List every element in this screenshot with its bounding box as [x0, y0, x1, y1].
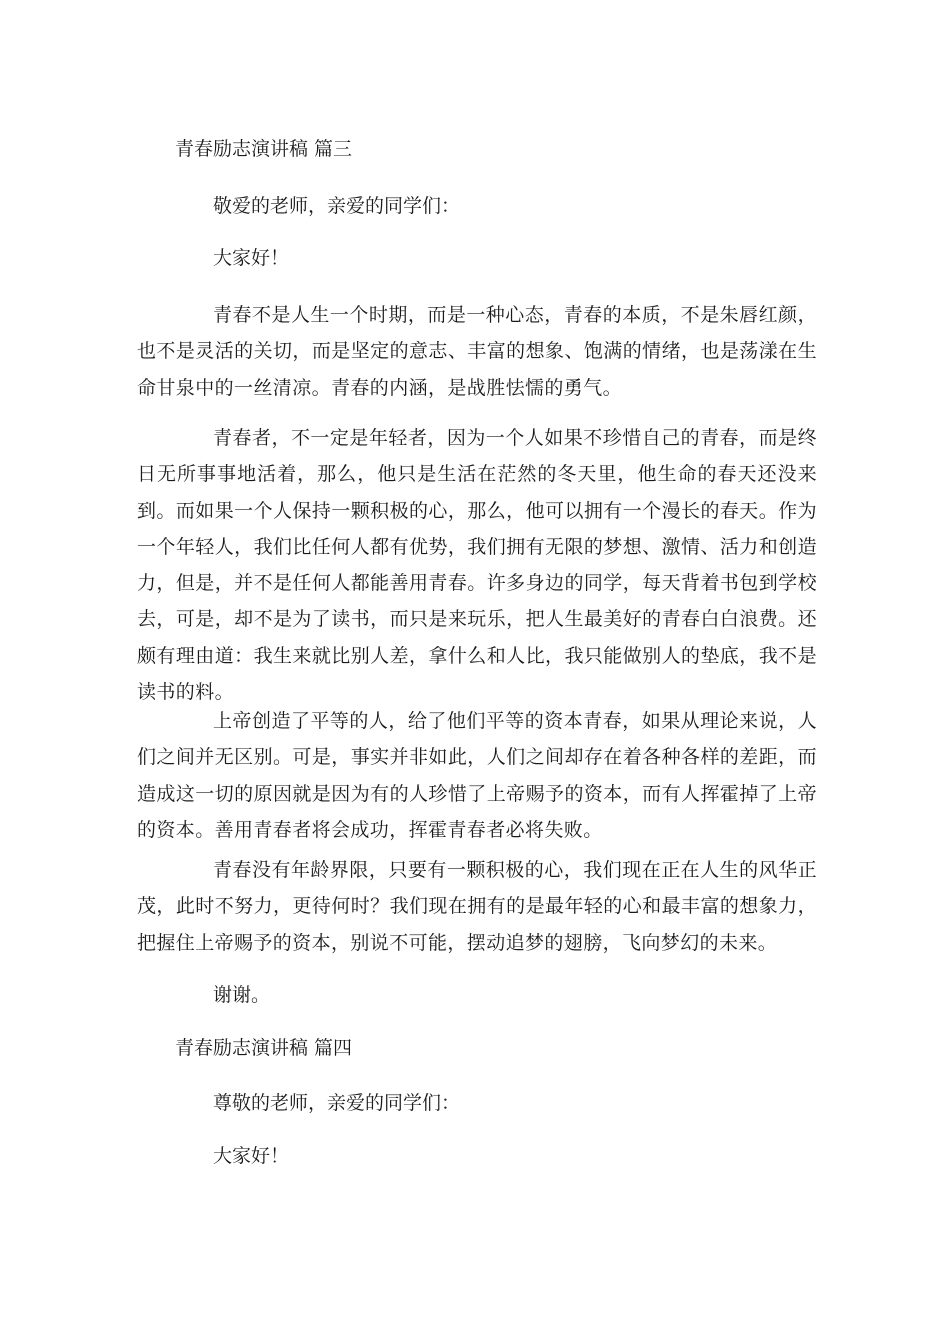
closing-text: 谢谢。: [213, 984, 271, 1006]
greeting: 大家好！: [213, 1145, 290, 1167]
salutation: 敬爱的老师，亲爱的同学们：: [213, 195, 461, 217]
section-title: 青春励志演讲稿 篇三: [175, 138, 353, 160]
section-title: 青春励志演讲稿 篇四: [175, 1037, 353, 1059]
paragraph: 青春者，不一定是年轻者，因为一个人如果不珍惜自己的青春，而是终日无所事事地活着，那么，他只是生活在茫然的冬天里，他生命的春天还没来到。而如果一个人保持一颗积极的心，那么，他可以拥有一个漫长的春天。作为一个年轻人，我们比任何人都有优势，我们拥有无限的梦想、激情、活力和创造力，但是，并不是任何人都能善用青春。许多身边的同学，每天背着书包到学校去，可是，却不是为了读书，而只是来玩乐，把人生最美好的青春白白浪费。还颇有理由道：我生来就比别人差，拿什么和人比，我只能做别人的垫底，我不是读书的料。: [137, 427, 817, 704]
greeting: 大家好！: [213, 247, 290, 269]
paragraph: 上帝创造了平等的人，给了他们平等的资本青春，如果从理论来说，人们之间并无区别。可是，事实并非如此，人们之间却存在着各种各样的差距，而造成这一切的原因就是因为有的人珍惜了上帝赐予的资本，而有人挥霍掉了上帝的资本。善用青春者将会成功，挥霍青春者必将失败。: [137, 710, 817, 841]
paragraph: 青春没有年龄界限，只要有一颗积极的心，我们现在正在人生的风华正茂，此时不努力，更待何时？我们现在拥有的是最年轻的心和最丰富的想象力，把握住上帝赐予的资本，别说不可能，摆动追梦的翅膀，飞向梦幻的未来。: [137, 859, 817, 954]
paragraph: 青春不是人生一个时期，而是一种心态，青春的本质，不是朱唇红颜，也不是灵活的关切，而是坚定的意志、丰富的想象、饱满的情绪，也是荡漾在生命甘泉中的一丝清凉。青春的内涵，是战胜怯懦的勇气。: [137, 304, 817, 399]
salutation: 尊敬的老师，亲爱的同学们：: [213, 1092, 461, 1114]
